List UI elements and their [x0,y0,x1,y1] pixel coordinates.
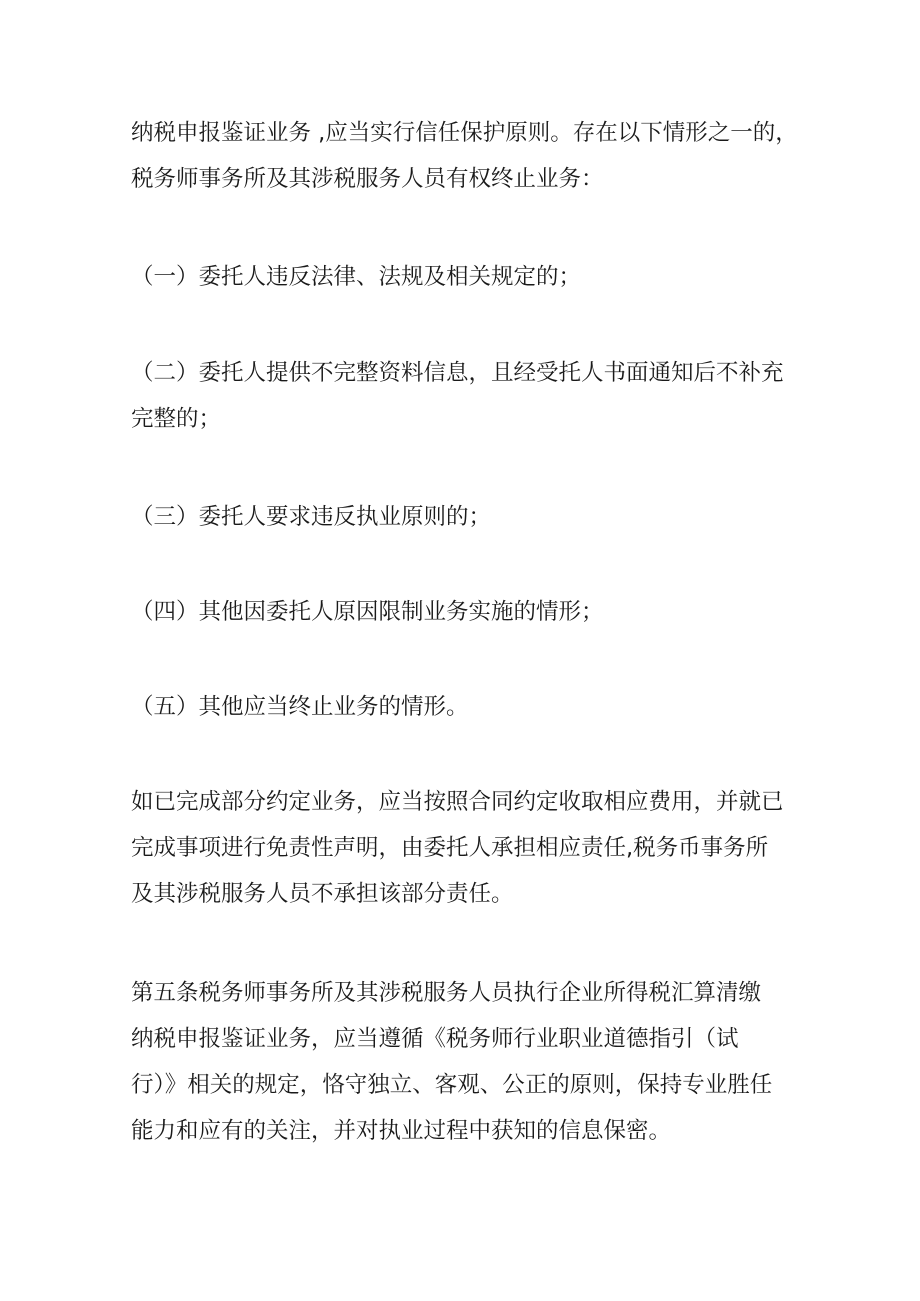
paragraph-partial-completion [131,779,811,917]
text-line: 如已完成部分约定业务，应当按照合同约定收取相应费用，并就已 [131,789,784,815]
text-line: （五）其他应当终止业务的情形。 [131,694,469,720]
paragraph-item-2 [131,350,811,442]
text-line: 能力和应有的关注，并对执业过程中获知的信息保密。 [131,1118,672,1144]
text-line: （二）委托人提供不完整资料信息，且经受托人书面通知后不补充 [131,360,784,386]
text-line: 纳税申报鉴证业务，应当遵循《税务师行业职业道德指引（试 [131,1026,739,1052]
paragraph-item-3 [131,494,811,540]
text-line: 行）》相关的规定，恪守独立、客观、公正的原则，保持专业胜任 [131,1072,773,1098]
paragraph-item-5 [131,684,811,730]
text-line: 税务师事务所及其涉税服务人员有权终止业务： [131,166,604,192]
text-line: 纳税申报鉴证业务 ,应当实行信任保护原则。存在以下情形之一的， [131,120,798,146]
text-line: （四）其他因委托人原因限制业务实施的情形； [131,599,604,625]
paragraph-intro [131,110,811,202]
paragraph-item-1 [131,254,811,300]
paragraph-item-4 [131,589,811,635]
text-line: 完成事项进行免责性声明，由委托人承担相应责任,税务币事务所 [131,835,769,861]
text-line: （一）委托人违反法律、法规及相关规定的； [131,264,582,290]
text-line: 完整的； [131,406,222,432]
text-line: 及其涉税服务人员不承担该部分责任。 [131,881,514,907]
text-line: （三）委托人要求违反执业原则的； [131,504,492,530]
paragraph-article-5 [131,970,811,1154]
text-line: 第五条税务师事务所及其涉税服务人员执行企业所得税汇算清缴 [131,980,762,1006]
